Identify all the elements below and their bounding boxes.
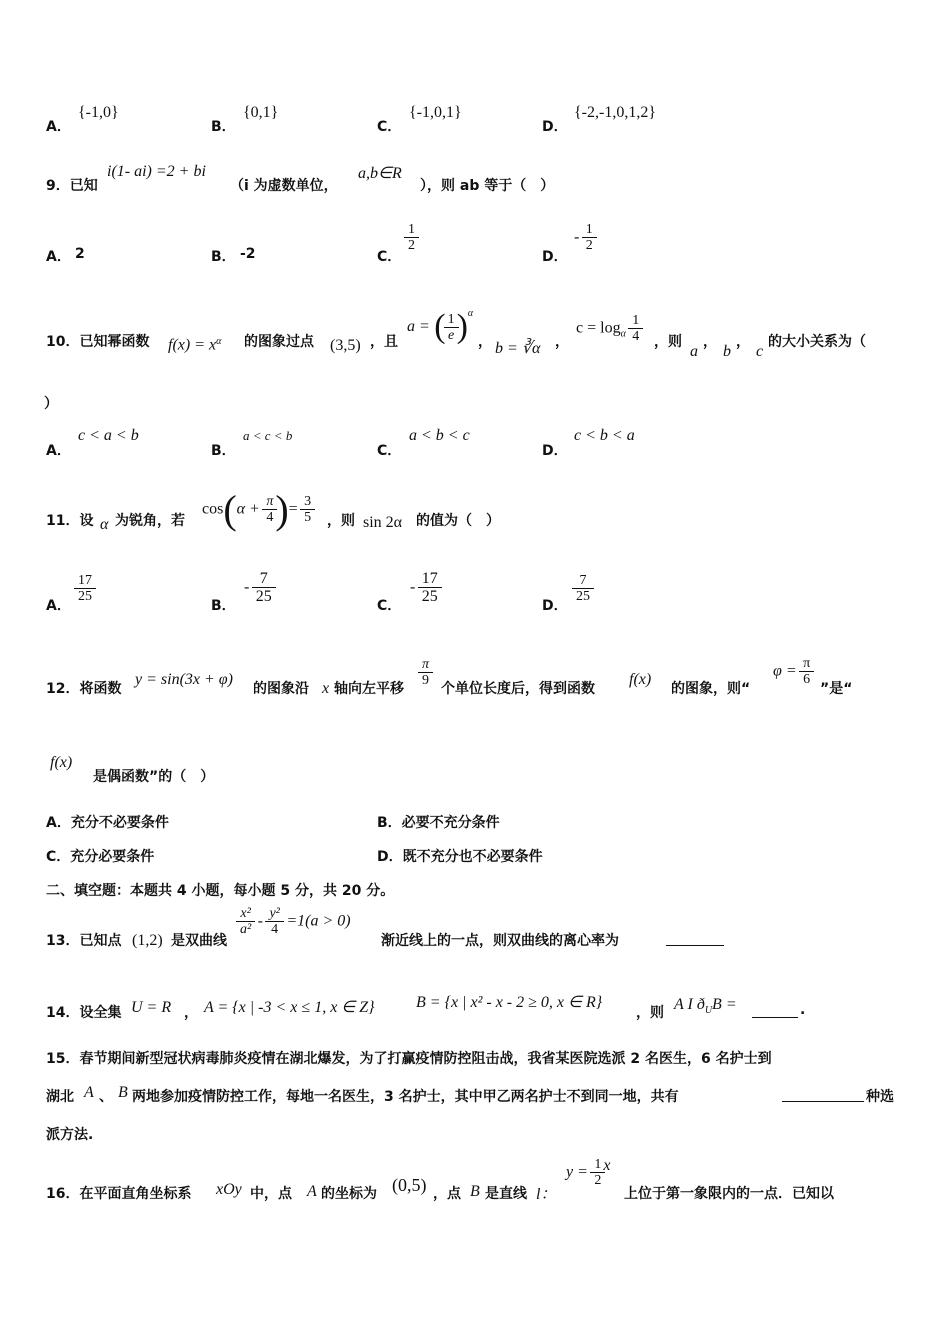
q12-option-c-value: 充分必要条件 bbox=[70, 849, 155, 865]
q9-option-d-sign: - bbox=[574, 228, 580, 246]
q14-expr: A I ð bbox=[674, 996, 705, 1013]
q14-expression bbox=[674, 996, 737, 1016]
q10-comma-2: ， bbox=[555, 334, 569, 350]
q10-point: (3,5) bbox=[330, 337, 361, 354]
q11-inner: α + bbox=[236, 500, 260, 518]
q12-text-2: 轴向左平移 bbox=[334, 681, 404, 697]
q15-text-3: 种选 bbox=[866, 1089, 894, 1105]
q9-text-tail: ），则 ab 等于（ ） bbox=[420, 178, 555, 194]
q11-option-d-num: 7 bbox=[579, 573, 587, 588]
q11-option-a-value bbox=[76, 573, 94, 604]
q11-option-a-num: 17 bbox=[78, 573, 92, 588]
q12-option-a-label: A． bbox=[46, 815, 71, 831]
q10-c-fraction bbox=[630, 313, 641, 344]
q16-point-a: A bbox=[307, 1183, 317, 1200]
q11-ratio-num: 3 bbox=[304, 494, 312, 509]
q9-option-d-fraction bbox=[584, 222, 595, 253]
q8-option-d-label: D． bbox=[542, 119, 568, 135]
q14-sub: U bbox=[704, 1004, 713, 1016]
q11-eq: = bbox=[288, 500, 298, 518]
q13-answer-blank[interactable] bbox=[666, 930, 724, 946]
q11-condition bbox=[202, 486, 313, 533]
q11-option-c-label: C． bbox=[377, 598, 402, 614]
q13-text-2: 渐近线上的一点，则双曲线的离心率为 bbox=[381, 933, 619, 949]
q10-a-exp: α bbox=[467, 308, 474, 319]
q11-four: 4 bbox=[266, 510, 274, 525]
q9-set: a,b∈R bbox=[358, 165, 402, 182]
q10-option-a-label: A． bbox=[46, 443, 71, 459]
q11-option-a-fraction bbox=[76, 573, 94, 604]
q11-option-b-num: 7 bbox=[259, 570, 268, 587]
q12-option-b-label: B． bbox=[377, 815, 402, 831]
q9-option-a-value: 2 bbox=[75, 246, 85, 262]
q11-text-1: 为锐角，若 bbox=[115, 513, 185, 529]
q10-option-b-label: B． bbox=[211, 443, 236, 459]
q14-set-a: A = {x | -3 < x ≤ 1, x ∈ Z} bbox=[204, 999, 375, 1016]
q13-four: 4 bbox=[271, 922, 279, 937]
q12-option-b bbox=[377, 812, 500, 832]
q15-place-a: A bbox=[84, 1084, 94, 1101]
q13-y2-over-4 bbox=[267, 906, 281, 937]
q16-half-den: 2 bbox=[594, 1173, 602, 1188]
q16-xoy: xOy bbox=[216, 1181, 242, 1198]
q11-option-d-label: D． bbox=[542, 598, 568, 614]
q16-line-equation bbox=[566, 1157, 610, 1188]
q13-rhs: =1(a > 0) bbox=[286, 912, 351, 930]
q8-option-b-label: B． bbox=[211, 119, 236, 135]
q11-option-c-value bbox=[410, 570, 440, 605]
q10-a-expression bbox=[407, 308, 473, 346]
q10-option-d-value: c < b < a bbox=[574, 427, 635, 444]
q8-option-a-value: {-1,0} bbox=[78, 104, 119, 121]
q10-a-rparen: ) bbox=[456, 308, 468, 345]
q16-text-4: 是直线 bbox=[485, 1186, 527, 1202]
q12-fx: f(x) bbox=[629, 671, 652, 688]
q10-text-1: 的图象过点 bbox=[244, 334, 314, 350]
q9-equation: i(1- ai) =2 + bi bbox=[107, 163, 206, 180]
q10-function-base: f(x) = x bbox=[168, 336, 217, 354]
q10-b-expression: b = ∛α bbox=[495, 340, 541, 357]
q9-option-c-fraction bbox=[406, 222, 417, 253]
q11-rparen: ) bbox=[275, 487, 289, 532]
q16-half-num: 1 bbox=[594, 1157, 602, 1172]
q10-comma-3: ， bbox=[703, 334, 717, 350]
q16-text-5: 上位于第一象限内的一点．已知以 bbox=[624, 1186, 834, 1202]
q16-number: 16．在平面直角坐标系 bbox=[46, 1186, 192, 1202]
q12-option-d-label: D． bbox=[377, 849, 403, 865]
q16-y: y = bbox=[566, 1163, 588, 1181]
q13-a2: a² bbox=[240, 922, 252, 937]
q12-phi: φ = bbox=[773, 662, 797, 680]
q11-sin: sin 2α bbox=[363, 514, 403, 531]
q11-option-b-den: 25 bbox=[255, 588, 272, 605]
q9-option-d-num: 1 bbox=[585, 222, 593, 237]
q16-text-3: ，点 bbox=[433, 1186, 461, 1202]
q11-option-d-fraction bbox=[574, 573, 592, 604]
q11-option-a-den: 25 bbox=[78, 589, 92, 604]
q15-place-b: B bbox=[118, 1084, 128, 1101]
q11-pi-over-4 bbox=[264, 494, 275, 525]
q12-text-1: 的图象沿 bbox=[253, 681, 309, 697]
q16-x: x bbox=[603, 1157, 611, 1174]
q14-period: . bbox=[800, 1002, 806, 1018]
q10-comma-4: ， bbox=[736, 334, 750, 350]
q9-number: 9．已知 bbox=[46, 178, 98, 194]
q10-a-lparen: ( bbox=[434, 308, 446, 345]
q10-c-num: 1 bbox=[632, 313, 640, 328]
q11-option-c-den: 25 bbox=[421, 588, 438, 605]
q11-ratio bbox=[302, 494, 313, 525]
q10-a-num: 1 bbox=[447, 311, 455, 327]
q12-shift bbox=[420, 657, 431, 688]
q11-alpha: α bbox=[100, 516, 109, 533]
q16-point-b: B bbox=[470, 1183, 480, 1200]
q9-option-c-den: 2 bbox=[408, 238, 415, 253]
q11-text-2: ，则 bbox=[327, 513, 355, 529]
q12-text-5: ”是“ bbox=[820, 681, 853, 697]
section-title-fill-in: 二、填空题：本题共 4 小题，每小题 5 分，共 20 分。 bbox=[46, 883, 395, 899]
q13-point: (1,2) bbox=[132, 932, 163, 949]
q11-option-c-sign: - bbox=[410, 578, 416, 596]
q11-text-3: 的值为（ ） bbox=[416, 513, 500, 529]
q10-function bbox=[168, 336, 221, 355]
q16-text-2: 的坐标为 bbox=[321, 1186, 377, 1202]
q9-option-d-value bbox=[574, 222, 595, 253]
q16-coordinates: (0,5) bbox=[392, 1175, 427, 1195]
q12-option-a bbox=[46, 812, 169, 832]
q12-pi-over-6 bbox=[801, 656, 812, 687]
q15-answer-blank[interactable] bbox=[782, 1086, 864, 1102]
q11-option-c-fraction bbox=[420, 570, 440, 605]
q10-option-c-label: C． bbox=[377, 443, 402, 459]
q12-x: x bbox=[322, 680, 330, 697]
q10-a-den: e bbox=[447, 327, 455, 343]
q11-option-d-den: 25 bbox=[576, 589, 590, 604]
q12-nine: 9 bbox=[422, 673, 429, 688]
q11-ratio-den: 5 bbox=[304, 510, 312, 525]
q10-a-lhs: a = bbox=[407, 318, 430, 335]
q8-option-b-value: {0,1} bbox=[243, 104, 279, 121]
q12-text-3: 个单位长度后，得到函数 bbox=[441, 681, 595, 697]
q9-option-b-label: B． bbox=[211, 249, 236, 265]
q9-option-b-value: -2 bbox=[240, 246, 256, 262]
q9-option-a-label: A． bbox=[46, 249, 71, 265]
q10-c-den: 4 bbox=[632, 329, 640, 344]
q15-separator: 、 bbox=[99, 1089, 113, 1105]
q11-option-b-value bbox=[244, 570, 274, 605]
q8-option-a-label: A． bbox=[46, 119, 71, 135]
q12-pi-over-9 bbox=[420, 657, 431, 688]
q10-option-c-value: a < b < c bbox=[409, 427, 470, 444]
q15-line-3: 派方法. bbox=[46, 1127, 94, 1143]
q14-set-b: B = {x | x² - x - 2 ≥ 0, x ∈ R} bbox=[416, 994, 603, 1011]
q11-option-a-label: A． bbox=[46, 598, 71, 614]
q10-option-a-value: c < a < b bbox=[78, 427, 139, 444]
q11-option-b-sign: - bbox=[244, 578, 250, 596]
q13-number: 13．已知点 bbox=[46, 933, 122, 949]
q10-close-paren: ） bbox=[44, 396, 58, 412]
q10-text-2: ，且 bbox=[370, 334, 398, 350]
q12-option-d bbox=[377, 846, 543, 866]
q9-text-mid: （i 为虚数单位， bbox=[230, 178, 338, 194]
q12-text-6: 是偶函数”的（ ） bbox=[93, 769, 215, 785]
q10-a-fraction bbox=[446, 312, 457, 343]
q15-text-2: 两地参加疫情防控工作，每地一名医生，3 名护士，其中甲乙两名护士不到同一地，共有 bbox=[132, 1089, 679, 1105]
q11-option-d-value bbox=[574, 573, 592, 604]
q11-pi: π bbox=[266, 494, 274, 509]
q8-option-d-value: {-2,-1,0,1,2} bbox=[574, 104, 657, 121]
q11-option-c-num: 17 bbox=[421, 570, 438, 587]
q12-option-d-value: 既不充分也不必要条件 bbox=[402, 849, 543, 865]
q13-hyperbola bbox=[238, 906, 351, 937]
q11-number: 11．设 bbox=[46, 513, 94, 529]
q10-text-3: ，则 bbox=[654, 334, 682, 350]
q10-comma-1: ， bbox=[478, 334, 492, 350]
q13-minus: - bbox=[257, 912, 263, 930]
q12-phi-condition bbox=[773, 656, 812, 687]
q14-answer-blank[interactable] bbox=[752, 1002, 798, 1018]
q12-pi2: π bbox=[803, 656, 811, 671]
q9-option-c-label: C． bbox=[377, 249, 402, 265]
q14-universal-set: U = R bbox=[131, 999, 172, 1016]
q12-number: 12．将函数 bbox=[46, 681, 122, 697]
q16-half bbox=[592, 1157, 603, 1188]
q10-text-4: 的大小关系为（ bbox=[768, 334, 866, 350]
q12-fx2: f(x) bbox=[50, 754, 73, 771]
q8-option-c-label: C． bbox=[377, 119, 402, 135]
q12-option-b-value: 必要不充分条件 bbox=[401, 815, 500, 831]
q11-option-b-label: B． bbox=[211, 598, 236, 614]
q16-text-1: 中，点 bbox=[250, 1186, 292, 1202]
q13-y2: y² bbox=[269, 906, 280, 921]
q10-var-c: c bbox=[756, 343, 764, 360]
q10-option-d-label: D． bbox=[542, 443, 568, 459]
q14-expr2: B = bbox=[712, 996, 737, 1013]
q10-number: 10．已知幂函数 bbox=[46, 334, 150, 350]
q10-option-b-value: a < c < b bbox=[243, 428, 293, 443]
q9-option-c-value bbox=[406, 222, 417, 253]
q12-pi: π bbox=[422, 657, 430, 672]
q13-x2-over-a2 bbox=[238, 906, 253, 937]
q9-option-c-num: 1 bbox=[408, 222, 415, 237]
q14-number: 14．设全集 bbox=[46, 1005, 122, 1021]
q13-x2: x² bbox=[240, 906, 251, 921]
q10-c-sub: α bbox=[620, 328, 626, 340]
q10-c-expression bbox=[576, 313, 641, 344]
q13-text-1: 是双曲线 bbox=[171, 933, 227, 949]
q11-option-b-fraction bbox=[254, 570, 274, 605]
q10-c-lhs: c = log bbox=[576, 319, 621, 337]
q11-cos: cos bbox=[202, 500, 224, 518]
q8-option-c-value: {-1,0,1} bbox=[409, 104, 462, 121]
q14-text-1: ，则 bbox=[636, 1005, 664, 1021]
q15-line-1: 15．春节期间新型冠状病毒肺炎疫情在湖北爆发，为了打赢疫情防控阻击战，我省某医院选派 2 名医生，6 名护士到 bbox=[46, 1051, 772, 1067]
q10-var-b: b bbox=[723, 343, 731, 360]
q12-function: y = sin(3x + φ) bbox=[135, 671, 233, 688]
q15-text-hubei: 湖北 bbox=[46, 1089, 74, 1105]
q11-lparen: ( bbox=[223, 487, 237, 532]
q10-function-exp: α bbox=[216, 336, 222, 347]
q12-six: 6 bbox=[803, 672, 811, 687]
q14-comma: ， bbox=[184, 1005, 198, 1021]
q9-option-d-den: 2 bbox=[585, 238, 593, 253]
q16-line-l: l： bbox=[536, 1186, 557, 1203]
q12-option-c bbox=[46, 846, 154, 866]
q9-option-d-label: D． bbox=[542, 249, 568, 265]
q12-text-4: 的图象，则“ bbox=[671, 681, 751, 697]
q12-option-a-value: 充分不必要条件 bbox=[70, 815, 169, 831]
q12-option-c-label: C． bbox=[46, 849, 71, 865]
q10-var-a: a bbox=[690, 343, 698, 360]
